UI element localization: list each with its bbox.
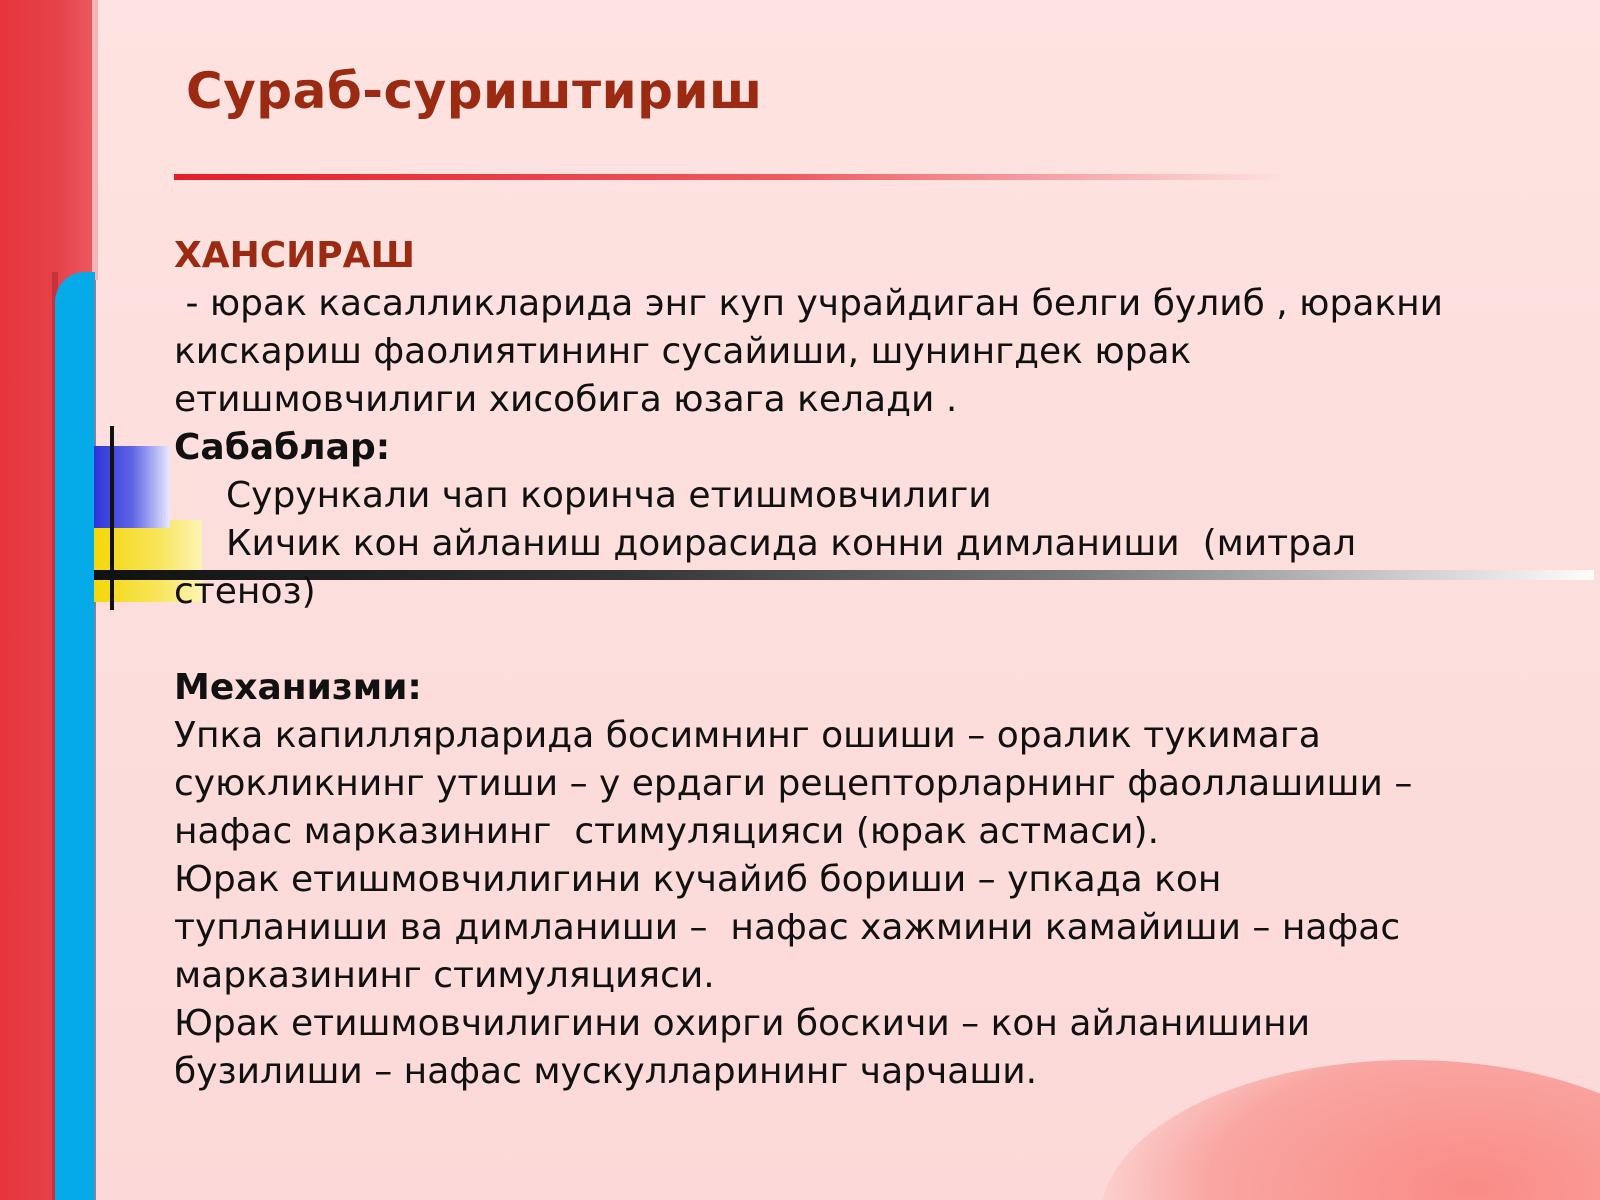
mechanism-line: Юрак етишмовчилигини кучайиб бориши – упкада кон: [174, 859, 1222, 900]
slide-title: Сураб-суриштириш: [186, 62, 763, 120]
mechanism-line: Упка капиллярларида босимнинг ошиши – оралик тукимага: [174, 715, 1321, 756]
mechanism-line: нафас марказининг стимуляцияси (юрак астмаси).: [174, 811, 1160, 852]
definition-line: кискариш фаолиятининг сусайиши, шунингдек юрак: [174, 331, 1192, 372]
left-blue-bar: [55, 272, 95, 1200]
definition-line: етишмовчилиги хисобига юзага келади .: [174, 379, 958, 420]
mechanism-line: тупланиши ва димланиши – нафас хажмини камайиши – нафас: [174, 907, 1401, 948]
definition-line: - юрак касалликларида энг куп учрайдиган белги булиб , юракни: [174, 283, 1444, 324]
mechanism-line: суюкликнинг утиши – у ердаги рецепторларнинг фаоллашиши –: [174, 763, 1413, 804]
mechanism-line: марказининг стимуляцияси.: [174, 955, 715, 996]
causes-heading: Сабаблар:: [174, 427, 391, 468]
slide-body: [174, 232, 1574, 1096]
cause-item-continuation: стеноз): [174, 571, 316, 612]
mechanism-line: Юрак етишмовчилигини охирги боскичи – кон айланишини: [174, 1003, 1311, 1044]
vertical-divider: [110, 426, 114, 610]
blue-square-decoration: [94, 446, 170, 528]
spacer: [174, 616, 1574, 664]
mechanism-line: бузилиши – нафас мускулларининг чарчаши.: [174, 1051, 1038, 1092]
left-red-bar-edge: [92, 0, 98, 280]
title-underline: [174, 174, 1284, 180]
subheading: ХАНСИРАШ: [174, 235, 416, 276]
cause-item: Кичик кон айланиш доирасида конни димланиши (митрал: [226, 523, 1357, 564]
cause-item: Сурункали чап коринча етишмовчилиги: [226, 475, 992, 516]
mechanism-heading: Механизми:: [174, 667, 422, 708]
